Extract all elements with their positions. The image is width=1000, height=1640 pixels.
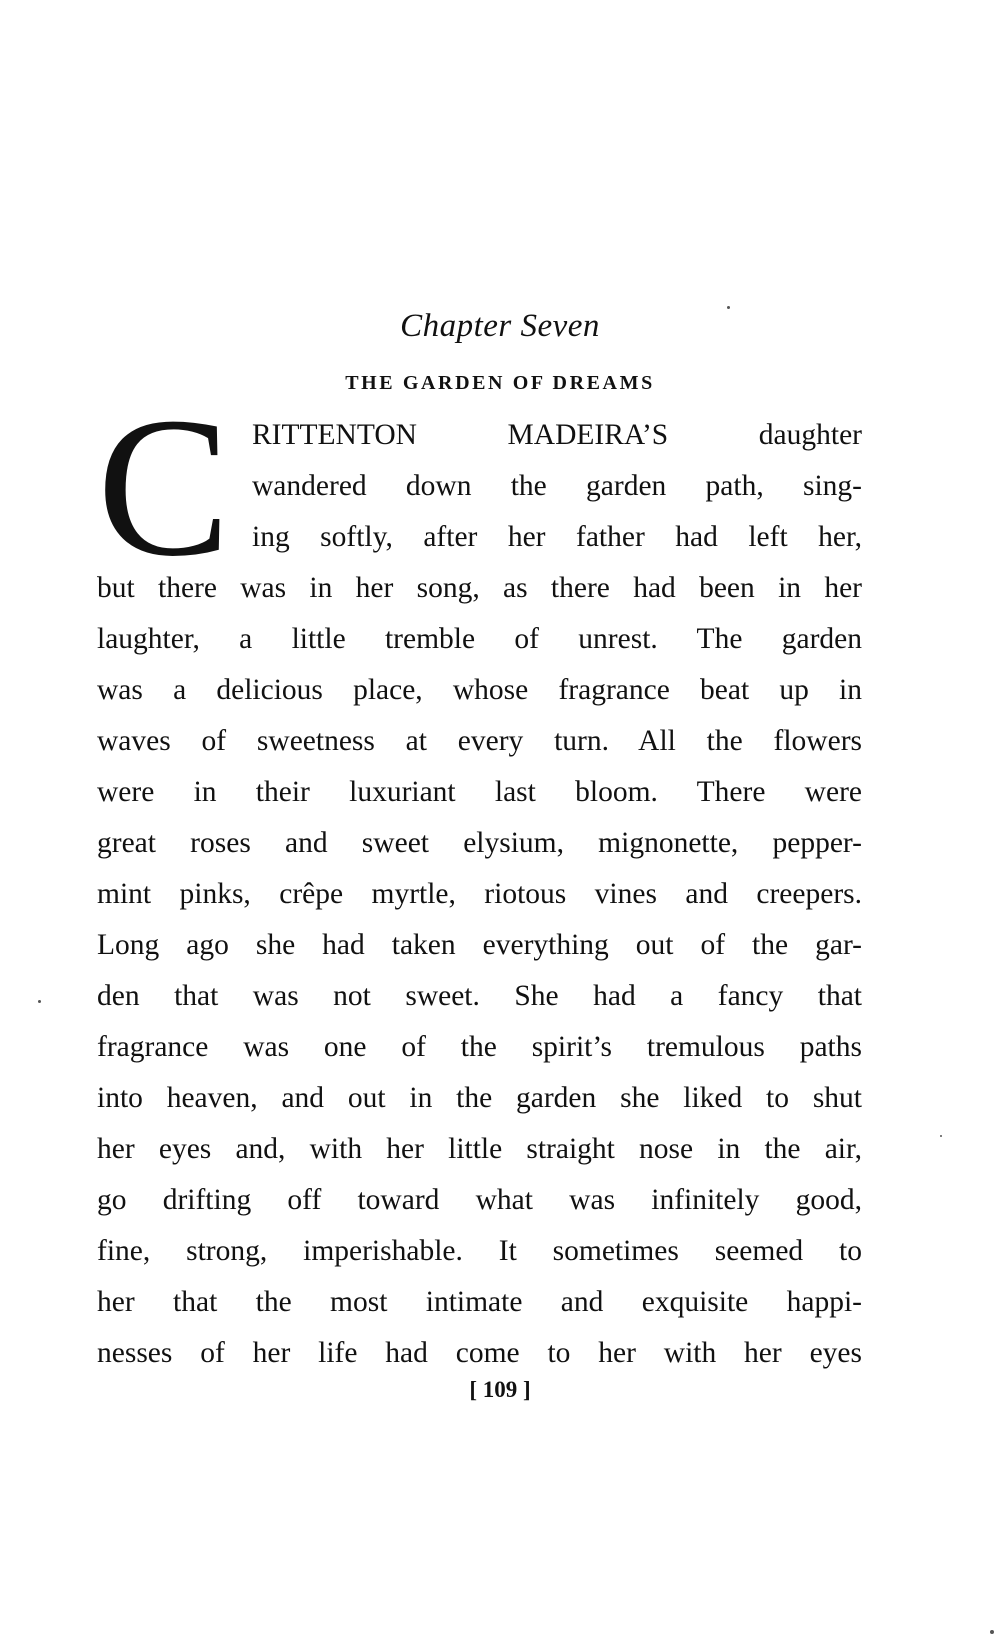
scan-speck [727,306,730,309]
text-line: great roses and sweet elysium, mignonette, pepper- [97,827,862,859]
drop-cap: C [97,377,231,598]
text-line: ing softly, after her father had left her, [252,521,862,553]
scan-speck [990,1630,994,1634]
text-line: den that was not sweet. She had a fancy that [97,980,862,1012]
text-line: fine, strong, imperishable. It sometimes seemed to [97,1235,862,1267]
text-line: mint pinks, crêpe myrtle, riotous vines and creepers. [97,878,862,910]
text-line: was a delicious place, whose fragrance beat up in [97,674,862,706]
text-line: Long ago she had taken everything out of the gar- [97,929,862,961]
text-line: but there was in her song, as there had been in her [97,572,862,604]
text-line: laughter, a little tremble of unrest. The garden [97,623,862,655]
text-line: go drifting off toward what was infinitely good, [97,1184,862,1216]
text-line: RITTENTON MADEIRA’S daughter [252,419,862,451]
page-number: [ 109 ] [469,1377,531,1402]
text-line: were in their luxuriant last bloom. There were [97,776,862,808]
scan-speck [38,1000,41,1003]
text-line: into heaven, and out in the garden she liked to shut [97,1082,862,1114]
chapter-label: Chapter Seven [400,308,600,344]
scan-speck [940,1135,942,1137]
text-line: waves of sweetness at every turn. All the flowers [97,725,862,757]
body-text [97,410,862,1379]
text-line: nesses of her life had come to her with her eyes [97,1337,862,1369]
text-line: her eyes and, with her little straight nose in the air, [97,1133,862,1165]
text-line: wandered down the garden path, sing- [252,470,862,502]
text-line: her that the most intimate and exquisite happi- [97,1286,862,1318]
chapter-title: THE GARDEN OF DREAMS [345,372,655,394]
text-line: fragrance was one of the spirit’s tremulous paths [97,1031,862,1063]
